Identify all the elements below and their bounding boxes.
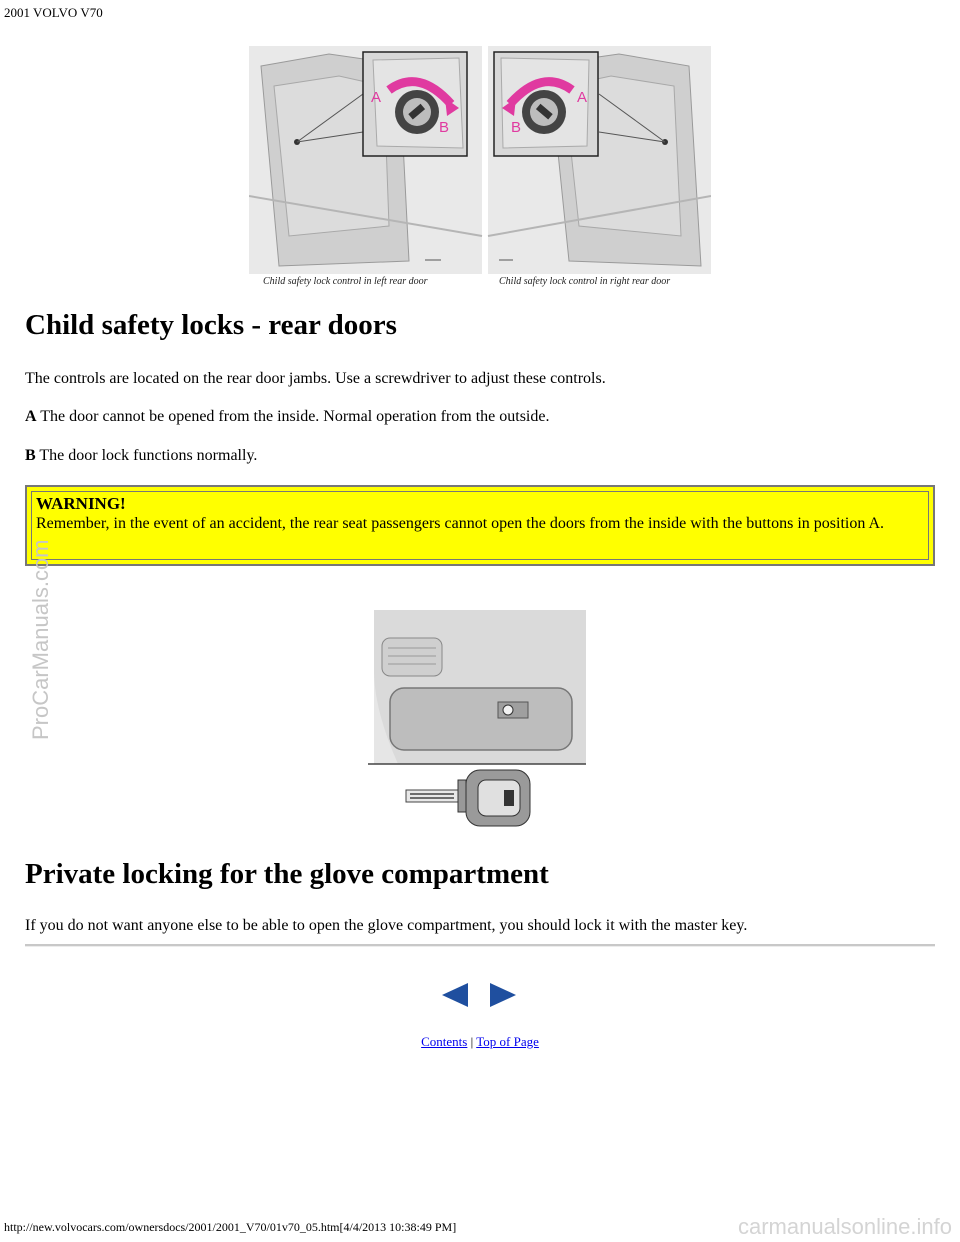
label-b-left: B [439, 119, 450, 136]
item-b-key: B [25, 447, 36, 464]
label-b-right: B [511, 119, 522, 136]
arrow-left-icon[interactable] [442, 983, 468, 1007]
warning-text: Remember, in the event of an accident, the rear seat passengers cannot open the doors from the inside with the buttons in position A. [36, 515, 885, 532]
item-a-text: The door cannot be opened from the inside. Normal operation from the outside. [36, 408, 550, 425]
glove-compartment-figure [368, 610, 586, 832]
footer-links [0, 1034, 960, 1050]
warning-box [25, 485, 935, 566]
item-b-text: The door lock functions normally. [35, 447, 258, 464]
contents-link[interactable]: Contents [421, 1034, 468, 1049]
section-title-glove: Private locking for the glove compartment [25, 858, 549, 890]
divider [25, 944, 935, 947]
glove-text: If you do not want anyone else to be able to open the glove compartment, you should lock it with the master key. [25, 917, 748, 934]
warning-title: WARNING! [36, 494, 126, 513]
section-title-child-locks: Child safety locks - rear doors [25, 309, 397, 341]
child-lock-figure [249, 46, 711, 292]
page-nav-arrows [440, 982, 520, 1008]
item-a-key: A [25, 408, 37, 425]
caption-right: Child safety lock control in right rear door [499, 276, 671, 287]
watermark-corner: carmanualsonline.info [737, 1214, 952, 1239]
arrow-right-icon[interactable] [490, 983, 516, 1007]
label-a-left: A [371, 89, 382, 106]
item-b [25, 447, 257, 465]
watermark-side: ProCarManuals.com [28, 539, 53, 740]
print-footer: http://new.volvocars.com/ownersdocs/2001/2001_V70/01v70_05.htm[4/4/2013 10:38:49 PM] [4, 1220, 457, 1234]
top-of-page-link[interactable]: Top of Page [476, 1034, 539, 1049]
link-separator: | [470, 1034, 474, 1049]
intro-text: The controls are located on the rear door jambs. Use a screwdriver to adjust these controls. [25, 370, 606, 387]
label-a-right: A [577, 89, 588, 106]
caption-left: Child safety lock control in left rear door [263, 276, 428, 287]
print-header: 2001 VOLVO V70 [4, 5, 103, 20]
item-a [25, 408, 549, 426]
